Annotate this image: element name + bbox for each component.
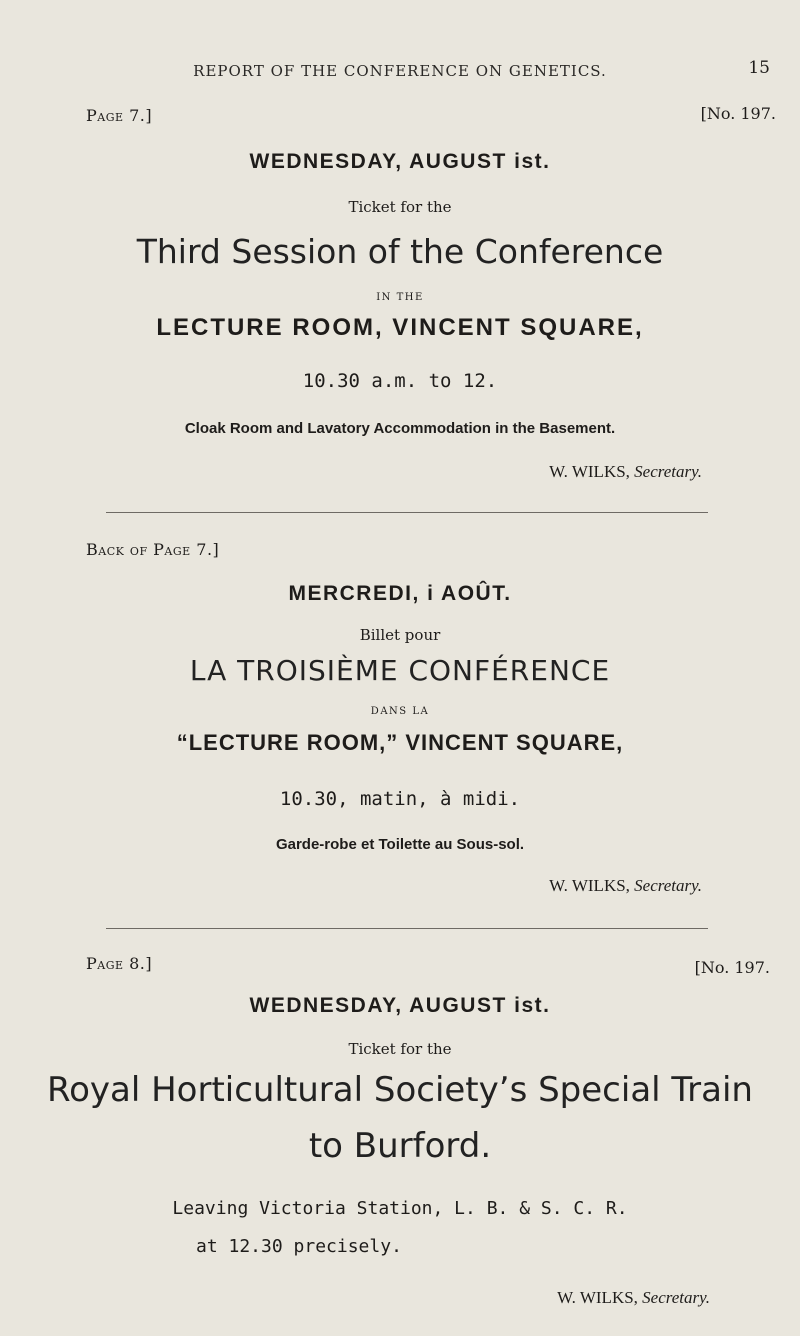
page-reference: Page 7.] [86, 106, 153, 125]
ticket-date: WEDNESDAY, AUGUST ist. [249, 994, 551, 1017]
session-title: Third Session of the Conference [136, 232, 664, 271]
signatory-name: W. WILKS, [549, 876, 630, 895]
venue: LECTURE ROOM, VINCENT SQUARE, [156, 314, 644, 341]
ticket-for-label: Ticket for the [348, 1040, 452, 1058]
facilities-note: Cloak Room and Lavatory Accommodation in the Basement. [184, 420, 616, 437]
signatory-name: W. WILKS, [549, 462, 630, 481]
page-number: 15 [748, 58, 770, 78]
event-title-line2: to Burford. [308, 1126, 492, 1166]
signatory-role: Secretary. [642, 1288, 710, 1307]
ticket-number: [No. 197. [700, 104, 776, 123]
ticket-for-label: Billet pour [359, 626, 441, 644]
signature [549, 462, 702, 482]
ticket-date: WEDNESDAY, AUGUST ist. [249, 150, 551, 173]
signature [549, 876, 702, 896]
session-title: LA TROISIÈME CONFÉRENCE [189, 654, 611, 687]
event-title-line1: Royal Horticultural Society’s Special Train [47, 1070, 753, 1110]
ticket-for-label: Ticket for the [348, 198, 452, 216]
session-time: 10.30 a.m. to 12. [302, 370, 498, 392]
ticket-date: MERCREDI, i AOÛT. [288, 582, 512, 605]
in-the-label: DANS LA [370, 706, 430, 717]
departure-info: Leaving Victoria Station, L. B. & S. C. R. [172, 1198, 628, 1219]
divider [106, 512, 708, 513]
ticket-number: [No. 197. [694, 958, 770, 977]
signatory-role: Secretary. [634, 876, 702, 895]
facilities-note: Garde-robe et Toilette au Sous-sol. [275, 836, 525, 853]
signatory-role: Secretary. [634, 462, 702, 481]
signature [557, 1288, 710, 1308]
venue: “LECTURE ROOM,” VINCENT SQUARE, [176, 730, 624, 755]
departure-time: at 12.30 precisely. [196, 1236, 402, 1257]
page-reference: Page 8.] [86, 954, 153, 973]
running-title: REPORT OF THE CONFERENCE ON GENETICS. [193, 62, 607, 80]
session-time: 10.30, matin, à midi. [279, 788, 521, 810]
divider [106, 928, 708, 929]
signatory-name: W. WILKS, [557, 1288, 638, 1307]
page-reference: Back of Page 7.] [86, 540, 220, 559]
in-the-label: IN THE [376, 292, 424, 303]
